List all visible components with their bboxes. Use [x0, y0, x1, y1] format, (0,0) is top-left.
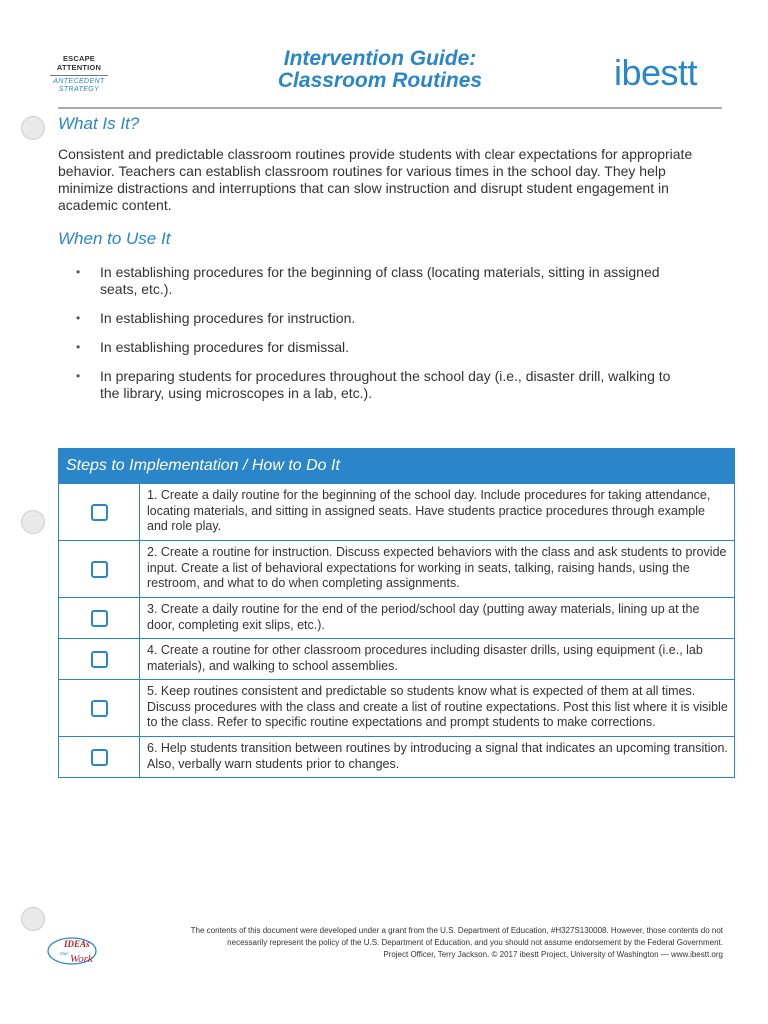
list-item: • In establishing procedures for the beginning of class (locating materials, sitting in assigned seats, etc.).	[76, 264, 676, 298]
checkbox-icon[interactable]	[91, 561, 108, 578]
step-text: 5. Keep routines consistent and predictable so students know what is expected of them at all times. Discuss procedures with the class and create a list of routine expectations. Post this list where it is visible to the class. Refer to specific routine expectations and prompt students to make corrections.	[147, 684, 728, 729]
when-list	[76, 264, 676, 414]
step-text: 3. Create a daily routine for the end of the period/school day (putting away materials, lining up at the door, completing exit slips, etc.).	[147, 602, 700, 632]
table-row	[59, 540, 734, 597]
checkbox-icon[interactable]	[91, 749, 108, 766]
tag-escape-attention: ESCAPE ATTENTION	[56, 54, 102, 72]
list-item: • In preparing students for procedures throughout the school day (i.e., disaster drill, walking to the library, using microscopes in a lab, etc.).	[76, 368, 676, 402]
step-checkbox-cell	[59, 541, 140, 597]
logo-word-work: Work	[70, 953, 93, 965]
step-checkbox-cell	[59, 639, 140, 679]
table-row	[59, 597, 734, 638]
step-text: 4. Create a routine for other classroom procedures including disaster drills, using equipment (i.e., lab materials), and walking to school assemblies.	[147, 643, 703, 673]
list-item: • In establishing procedures for dismissal.	[76, 339, 676, 356]
ibestt-logo: ibestt	[614, 52, 698, 93]
title-line-1: Intervention Guide:	[283, 47, 477, 70]
footer-disclaimer	[83, 925, 723, 961]
step-checkbox-cell	[59, 680, 140, 736]
step-text: 2. Create a routine for instruction. Discuss expected behaviors with the class and ask students to provide input. Create a list of behavioral expectations for working in seats, talking, raising hands, using the restroom, and what to do when completing assignments.	[147, 545, 727, 590]
step-text: 1. Create a daily routine for the beginning of the school day. Include procedures for taking attendance, locating materials, and sitting in assigned seats. Have students practice procedures through example and role play.	[147, 488, 711, 533]
tag-antecedent-strategy: ANTECEDENT STRATEGY	[53, 78, 105, 93]
step-checkbox-cell	[59, 598, 140, 638]
page-title	[230, 48, 530, 92]
checkbox-icon[interactable]	[91, 504, 108, 521]
checkbox-icon[interactable]	[91, 651, 108, 668]
footer-line-2: necessarily represent the policy of the U.S. Department of Education, and you should not assume endorsement by the Federal Government.	[227, 938, 723, 947]
step-text: 6. Help students transition between routines by introducing a signal that indicates an upcoming transition. Also, verbally warn students prior to changes.	[147, 741, 728, 771]
when-heading: When to Use It	[58, 229, 171, 248]
table-row	[59, 483, 734, 540]
header-divider	[58, 107, 722, 109]
steps-table	[58, 448, 735, 778]
what-body: Consistent and predictable classroom routines provide students with clear expectations for appropriate behavior. Teachers can establish classroom routines for various times in the school day. They help minimize distractions and interruptions that can slow instruction and disrupt student engagement in academic content.	[58, 146, 693, 213]
binder-hole-middle	[21, 510, 45, 534]
footer-line-3: Project Officer, Terry Jackson. © 2017 ibestt Project, University of Washington — www.ibestt.org	[383, 950, 723, 959]
table-row	[59, 679, 734, 736]
table-row	[59, 638, 734, 679]
logo-word-that: that	[60, 952, 68, 957]
checkbox-icon[interactable]	[91, 610, 108, 627]
tag-divider	[50, 75, 108, 76]
footer-line-1: The contents of this document were developed under a grant from the U.S. Department of Education, #H327S130008. However, those contents do not	[190, 926, 723, 935]
title-line-2: Classroom Routines	[277, 69, 483, 92]
what-heading: What Is It?	[58, 114, 140, 133]
binder-hole-top	[21, 116, 45, 140]
step-checkbox-cell	[59, 484, 140, 540]
checkbox-icon[interactable]	[91, 700, 108, 717]
list-item: • In establishing procedures for instruction.	[76, 310, 676, 327]
step-checkbox-cell	[59, 737, 140, 777]
logo-word-ideas: IDEAs	[64, 939, 90, 949]
category-tag	[50, 54, 108, 94]
binder-hole-bottom	[21, 907, 45, 931]
steps-heading: Steps to Implementation / How to Do It	[59, 449, 734, 483]
table-row	[59, 736, 734, 777]
